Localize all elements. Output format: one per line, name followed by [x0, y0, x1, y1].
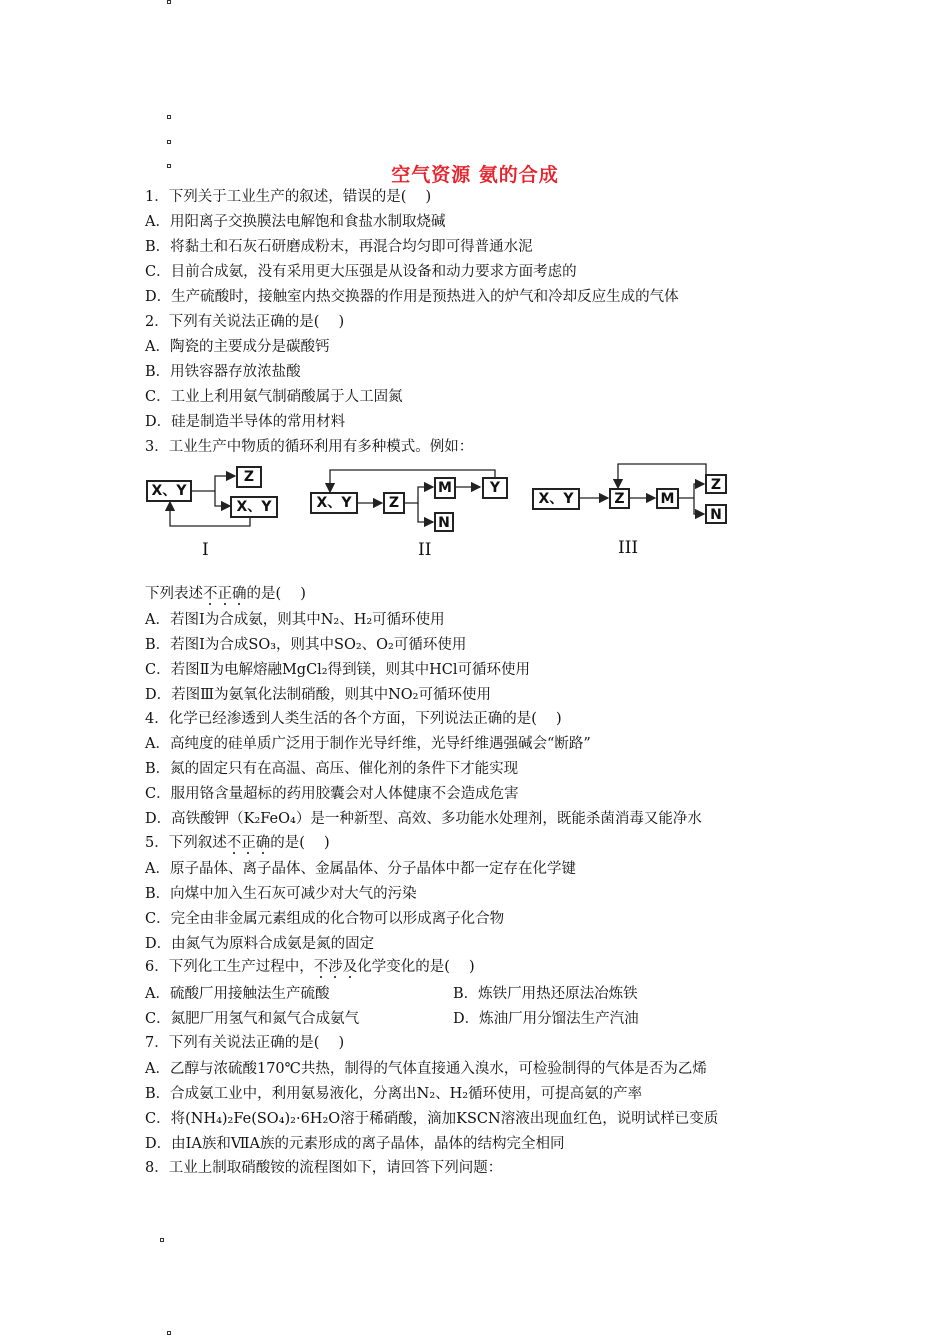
- box-z: Z: [383, 492, 405, 514]
- question-1-option-a: A．用阳离子交换膜法电解饱和食盐水制取烧碱: [145, 214, 446, 230]
- question-6-option-b: B．炼铁厂用热还原法冶炼铁: [453, 986, 638, 1002]
- question-4-option-a: A．高纯度的硅单质广泛用于制作光导纤维，光导纤维遇强碱会“断路”: [145, 736, 591, 752]
- diagram-label-i: I: [202, 540, 209, 560]
- question-1-option-b: B．将黏土和石灰石研磨成粉末，再混合均匀即可得普通水泥: [145, 239, 533, 255]
- stem-text: 5．下列叙述: [145, 835, 227, 851]
- question-3-option-d: D．若图Ⅲ为氨氧化法制硝酸，则其中NO₂可循环使用: [145, 687, 491, 703]
- question-3-ask: [145, 584, 306, 604]
- box-x-y: X、Y: [310, 492, 358, 514]
- box-n: N: [705, 504, 727, 524]
- question-4-option-b: B．氮的固定只有在高温、高压、催化剂的条件下才能实现: [145, 761, 519, 777]
- question-3-option-a: A．若图Ⅰ为合成氨，则其中N₂、H₂可循环使用: [145, 612, 445, 628]
- question-4-option-d: D．高铁酸钾（K₂FeO₄）是一种新型、高效、多功能水处理剂，既能杀菌消毒又能净水: [145, 811, 702, 827]
- question-1-stem: 1．下列关于工业生产的叙述，错误的是( ): [145, 189, 432, 205]
- diagram-label-iii: III: [618, 538, 639, 558]
- question-1-option-c: C．目前合成氨，没有采用更大压强是从设备和动力要求方面考虑的: [145, 264, 577, 280]
- question-7-option-d: D．由ⅠA族和ⅦA族的元素形成的离子晶体，晶体的结构完全相同: [145, 1136, 565, 1152]
- question-5-option-c: C．完全由非金属元素组成的化合物可以形成离子化合物: [145, 911, 505, 927]
- question-6-option-d: D．炼油厂用分馏法生产汽油: [453, 1011, 639, 1027]
- question-1-option-d: D．生产硫酸时，接触室内热交换器的作用是预热进入的炉气和冷却反应生成的气体: [145, 289, 679, 305]
- question-6-stem: [145, 957, 475, 977]
- artifact-mark: [167, 115, 171, 119]
- emphasis-text: 不涉及: [313, 959, 358, 975]
- ask-text: 下列表述: [145, 586, 203, 602]
- question-7-option-a: A．乙醇与浓硫酸170℃共热，制得的气体直接通入溴水，可检验制得的气体是否为乙烯: [145, 1061, 707, 1077]
- page-title: 空气资源 氨的合成: [391, 164, 559, 186]
- box-z: Z: [705, 474, 727, 494]
- question-7-stem: 7．下列有关说法正确的是( ): [145, 1035, 345, 1051]
- question-4-stem: 4．化学已经渗透到人类生活的各个方面，下列说法正确的是( ): [145, 711, 562, 727]
- question-4-option-c: C．服用铬含量超标的药用胶囊会对人体健康不会造成危害: [145, 786, 519, 802]
- stem-text: 6．下列化工生产过程中，: [145, 959, 314, 975]
- question-5-stem: [145, 833, 330, 853]
- cycle-diagram: [140, 462, 800, 572]
- question-5-option-d: D．由氮气为原料合成氨是氮的固定: [145, 936, 375, 952]
- box-y: Y: [482, 477, 508, 499]
- question-2-option-a: A．陶瓷的主要成分是碳酸钙: [145, 339, 330, 355]
- box-x-y: X、Y: [230, 496, 278, 518]
- question-3-option-b: B．若图Ⅰ为合成SO₃，则其中SO₂、O₂可循环使用: [145, 637, 467, 653]
- emphasis-text: 不正确: [203, 586, 247, 602]
- stem-text: 的是( ): [270, 835, 330, 851]
- stem-text: 化学变化的是( ): [357, 959, 475, 975]
- question-6-option-c: C．氮肥厂用氢气和氮气合成氨气: [145, 1011, 360, 1027]
- box-m: M: [656, 488, 679, 509]
- question-5-option-b: B．向煤中加入生石灰可减少对大气的污染: [145, 886, 417, 902]
- diagram-label-ii: II: [418, 540, 432, 560]
- question-6-row-1: [145, 984, 638, 1004]
- question-3-option-c: C．若图Ⅱ为电解熔融MgCl₂得到镁，则其中HCl可循环使用: [145, 662, 530, 678]
- box-n: N: [434, 512, 454, 532]
- question-2-option-b: B．用铁容器存放浓盐酸: [145, 364, 301, 380]
- question-2-stem: 2．下列有关说法正确的是( ): [145, 314, 345, 330]
- box-z: Z: [609, 488, 630, 509]
- question-2-option-c: C．工业上利用氨气制硝酸属于人工固氮: [145, 389, 403, 405]
- box-x-y: X、Y: [532, 488, 580, 510]
- ask-text: 的是( ): [246, 586, 306, 602]
- question-3-stem: 3．工业生产中物质的循环利用有多种模式。例如：: [145, 439, 474, 455]
- question-7-option-c: C．将(NH₄)₂Fe(SO₄)₂·6H₂O溶于稀硝酸，滴加KSCN溶液出现血红色，说明试样已变质: [145, 1111, 719, 1127]
- box-z: Z: [236, 466, 262, 488]
- box-m: M: [434, 477, 456, 499]
- question-7-option-b: B．合成氨工业中，利用氨易液化，分离出N₂、H₂循环使用，可提高氨的产率: [145, 1086, 643, 1102]
- artifact-mark: [160, 1238, 164, 1242]
- question-8-stem: 8．工业上制取硝酸铵的流程图如下，请回答下列问题：: [145, 1160, 503, 1176]
- emphasis-text: 不正确: [226, 835, 271, 851]
- question-6-option-a: A．硫酸厂用接触法生产硫酸: [145, 986, 330, 1002]
- box-x-y: X、Y: [146, 480, 192, 502]
- question-6-row-2: [145, 1009, 639, 1029]
- question-5-option-a: A．原子晶体、离子晶体、金属晶体、分子晶体中都一定存在化学键: [145, 861, 576, 877]
- artifact-mark: [167, 140, 171, 144]
- artifact-mark: [167, 1331, 171, 1335]
- question-2-option-d: D．硅是制造半导体的常用材料: [145, 414, 346, 430]
- artifact-mark: [167, 0, 171, 4]
